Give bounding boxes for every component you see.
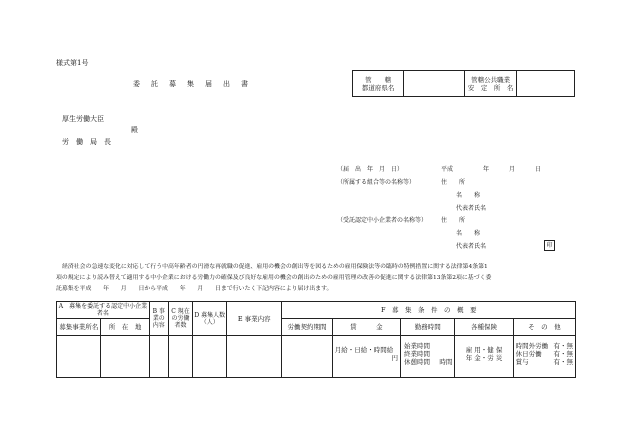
f-hours-header: 勤務時間 (401, 319, 455, 336)
office-label: 管轄公共職業 安 定 所 名 (465, 71, 516, 97)
addressee-bureau: 労 働 局 長 (62, 138, 111, 146)
date-era: 平成 (441, 166, 454, 173)
col-f-header: F 募 集 条 件 の 概 要 (282, 302, 576, 319)
body-line-2: 項の規定により読み替えて適用する中小企業における労働力の確保及び良好な雇用の機会の創出のための雇用管理の改善の促進に関する法律第13条第2項に基づく委 (56, 275, 492, 281)
col-c-header: C 現在の労働者数 (168, 302, 193, 336)
pref-label: 管 轄 都道府県名 (353, 71, 404, 97)
other-bonus-value: 有・無 (553, 358, 573, 366)
col-a-header: A 募集を委託する認定中小企業者名 (57, 302, 150, 319)
assoc-rep: 代表者氏名 (456, 205, 487, 212)
cell-other (513, 336, 575, 378)
jurisdiction-box (352, 70, 575, 97)
col-a-sub2: 所 在 地 (101, 319, 149, 336)
f-other-header: そ の 他 (513, 319, 575, 336)
page-title: 委 託 募 集 届 出 書 (133, 80, 250, 88)
sme-address: 住 所 (441, 217, 466, 224)
date-month: 月 (509, 166, 516, 173)
col-e-header: E 事業内容 (227, 302, 282, 336)
f-wage-header: 賃 金 (332, 319, 400, 336)
other-overtime: 時間外労働 (515, 342, 549, 350)
cell-business (149, 336, 168, 378)
date-year: 年 (483, 166, 490, 173)
body-line-1: 経済社会の急速な変化に対応して行う中高年齢者の円滑な再就職の促進、雇用の機会の創出等を図るための雇用保険法等の臨時の特例措置に関する法律第4条第1 (62, 264, 488, 270)
date-day: 日 (535, 166, 542, 173)
hours-break: 休憩時間 (404, 358, 431, 366)
recruitment-table (56, 301, 576, 378)
form-number: 様式第1号 (56, 59, 89, 67)
cell-insurance (455, 336, 513, 378)
cell-hours (401, 336, 455, 378)
cell-e-content (227, 336, 282, 378)
hours-end: 終業時間 (404, 350, 431, 358)
addressee-minister: 厚生労働大臣 (62, 115, 104, 123)
assoc-name: 名 称 (456, 192, 481, 199)
insurance-line-2: 年 金・労 災 (465, 354, 503, 362)
col-d-header: D 募集人数（人） (193, 302, 227, 336)
col-b-header: B 事業の内容 (149, 302, 168, 336)
office-value (516, 71, 574, 97)
addressee-honorific: 殿 (131, 126, 138, 134)
sme-label: （受託認定中小企業者の名称等） (337, 217, 428, 224)
other-holiday-value: 有・無 (553, 350, 573, 358)
col-a-sub1: 募集事業所名 (57, 319, 101, 336)
pref-value (404, 71, 465, 97)
hours-unit: 時間 (439, 358, 453, 366)
body-line-3: 託募集を平成 年 月 日から平成 年 月 日まで行いたく下記内容により届け出ます。 (56, 286, 333, 292)
assoc-address: 住 所 (441, 179, 466, 186)
cell-workers (168, 336, 193, 378)
cell-recruit-count (193, 336, 227, 378)
other-overtime-value: 有・無 (553, 342, 573, 350)
other-bonus: 賞与 (515, 358, 529, 366)
sme-name: 名 称 (456, 230, 481, 237)
other-holiday: 休日労働 (515, 350, 542, 358)
other-bonus-row (516, 358, 575, 366)
cell-office-name (57, 336, 101, 378)
wage-unit: 円 (391, 354, 399, 362)
f-contract-header: 労働契約期間 (282, 319, 332, 336)
cell-location (101, 336, 149, 378)
hours-break-row (404, 358, 454, 366)
assoc-label: （所属する組合等の名称等） (337, 179, 416, 186)
hours-start: 始業時間 (404, 342, 431, 350)
insurance-line-1: 雇 用・健 保 (465, 346, 503, 354)
sme-rep: 代表者氏名 (456, 243, 487, 250)
cell-wage (332, 336, 400, 378)
seal-mark: 印 (544, 240, 555, 251)
cell-contract (282, 336, 332, 378)
other-overtime-row (516, 342, 575, 350)
wage-types: 月給・日給・時間給 (334, 346, 394, 354)
date-label: （届 出 年 月 日） (337, 166, 404, 173)
f-insurance-header: 各種保険 (455, 319, 513, 336)
other-holiday-row (516, 350, 575, 358)
